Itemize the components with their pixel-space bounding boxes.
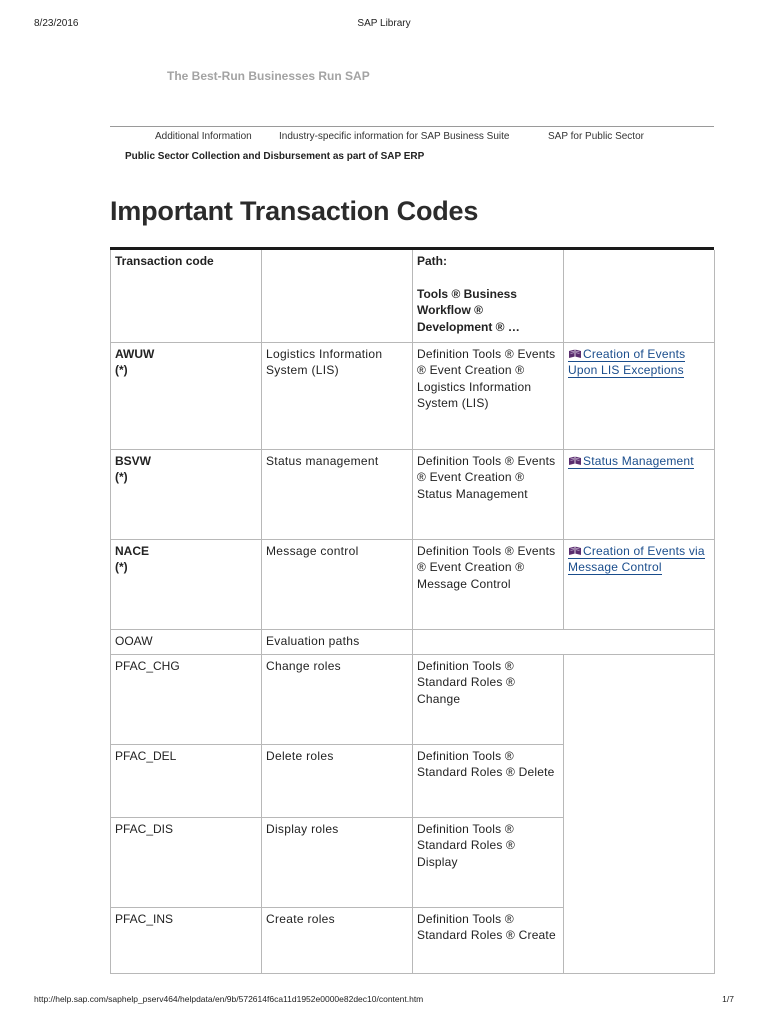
doc-link-status-management[interactable] — [568, 454, 694, 469]
path-cell: Definition Tools ® Standard Roles ® Create — [413, 907, 564, 973]
breadcrumb-item-additional-information[interactable]: Additional Information — [155, 131, 252, 142]
table-row — [111, 342, 715, 449]
description-cell: Status management — [262, 449, 413, 539]
transaction-code: BSVW — [115, 453, 151, 468]
transaction-note: (*) — [115, 470, 128, 484]
breadcrumb-item-industry-specific[interactable]: Industry-specific information for SAP Business Suite — [279, 131, 510, 142]
path-cell: Definition Tools ® Events ® Event Creation ® Status Management — [413, 449, 564, 539]
description-cell: Logistics Information System (LIS) — [262, 342, 413, 449]
print-footer — [34, 994, 734, 1008]
link-cell — [564, 342, 715, 449]
description-cell: Create roles — [262, 907, 413, 973]
book-icon — [568, 456, 582, 466]
current-section: Public Sector Collection and Disbursement as part of SAP ERP — [125, 151, 425, 162]
breadcrumb-item-public-sector[interactable]: SAP for Public Sector — [548, 131, 644, 142]
doc-link-label: Status Management — [583, 453, 694, 468]
doc-link-label: Creation of Events Upon LIS Exceptions — [568, 346, 686, 377]
transaction-codes-table-wrap — [110, 247, 714, 974]
path-cell: Definition Tools ® Events ® Event Creation ® Logistics Information System (LIS) — [413, 342, 564, 449]
code-cell — [111, 539, 262, 629]
breadcrumb — [155, 131, 644, 142]
table-row — [111, 449, 715, 539]
code-cell: PFAC_DIS — [111, 817, 262, 907]
table-row — [111, 654, 715, 744]
table-header-row — [111, 250, 715, 342]
transaction-code: AWUW — [115, 346, 155, 361]
page-number: 1/7 — [722, 994, 734, 1004]
table-row — [111, 629, 715, 654]
code-cell: PFAC_INS — [111, 907, 262, 973]
sap-tagline: The Best-Run Businesses Run SAP — [167, 69, 370, 83]
page-url: http://help.sap.com/saphelp_pserv464/helpdata/en/9b/572614f6ca11d1952e0000e82dec10/content.htm — [34, 994, 424, 1004]
code-cell: OOAW — [111, 629, 262, 654]
transaction-note: (*) — [115, 560, 128, 574]
nav-divider — [110, 126, 714, 127]
description-cell: Evaluation paths — [262, 629, 413, 654]
header-path-label: Path: — [417, 254, 447, 268]
header-path — [413, 250, 564, 342]
transaction-code: NACE — [115, 543, 150, 558]
doc-link-label: Creation of Events via Message Control — [568, 543, 705, 574]
header-transaction-code: Transaction code — [111, 250, 262, 342]
header-path-value: Tools ® Business Workflow ® Development ® … — [417, 286, 520, 334]
empty-cell — [413, 629, 715, 654]
code-cell: PFAC_DEL — [111, 744, 262, 817]
print-date: 8/23/2016 — [34, 18, 79, 29]
description-cell: Display roles — [262, 817, 413, 907]
code-cell — [111, 342, 262, 449]
transaction-codes-table — [110, 250, 715, 974]
path-cell: Definition Tools ® Events ® Event Creation ® Message Control — [413, 539, 564, 629]
path-cell: Definition Tools ® Standard Roles ® Display — [413, 817, 564, 907]
description-cell: Message control — [262, 539, 413, 629]
empty-cell — [564, 654, 715, 973]
doc-link-message-control[interactable] — [568, 544, 705, 576]
description-cell: Change roles — [262, 654, 413, 744]
book-icon — [568, 546, 582, 556]
table-row — [111, 539, 715, 629]
page-title: Important Transaction Codes — [110, 196, 479, 226]
code-cell — [111, 449, 262, 539]
description-cell: Delete roles — [262, 744, 413, 817]
print-title: SAP Library — [357, 18, 411, 29]
path-cell: Definition Tools ® Standard Roles ® Delete — [413, 744, 564, 817]
header-description — [262, 250, 413, 342]
doc-link-lis-exceptions[interactable] — [568, 347, 685, 379]
transaction-note: (*) — [115, 363, 128, 377]
print-header — [34, 18, 734, 32]
link-cell — [564, 449, 715, 539]
path-cell: Definition Tools ® Standard Roles ® Change — [413, 654, 564, 744]
header-documentation — [564, 250, 715, 342]
book-icon — [568, 349, 582, 359]
code-cell: PFAC_CHG — [111, 654, 262, 744]
link-cell — [564, 539, 715, 629]
